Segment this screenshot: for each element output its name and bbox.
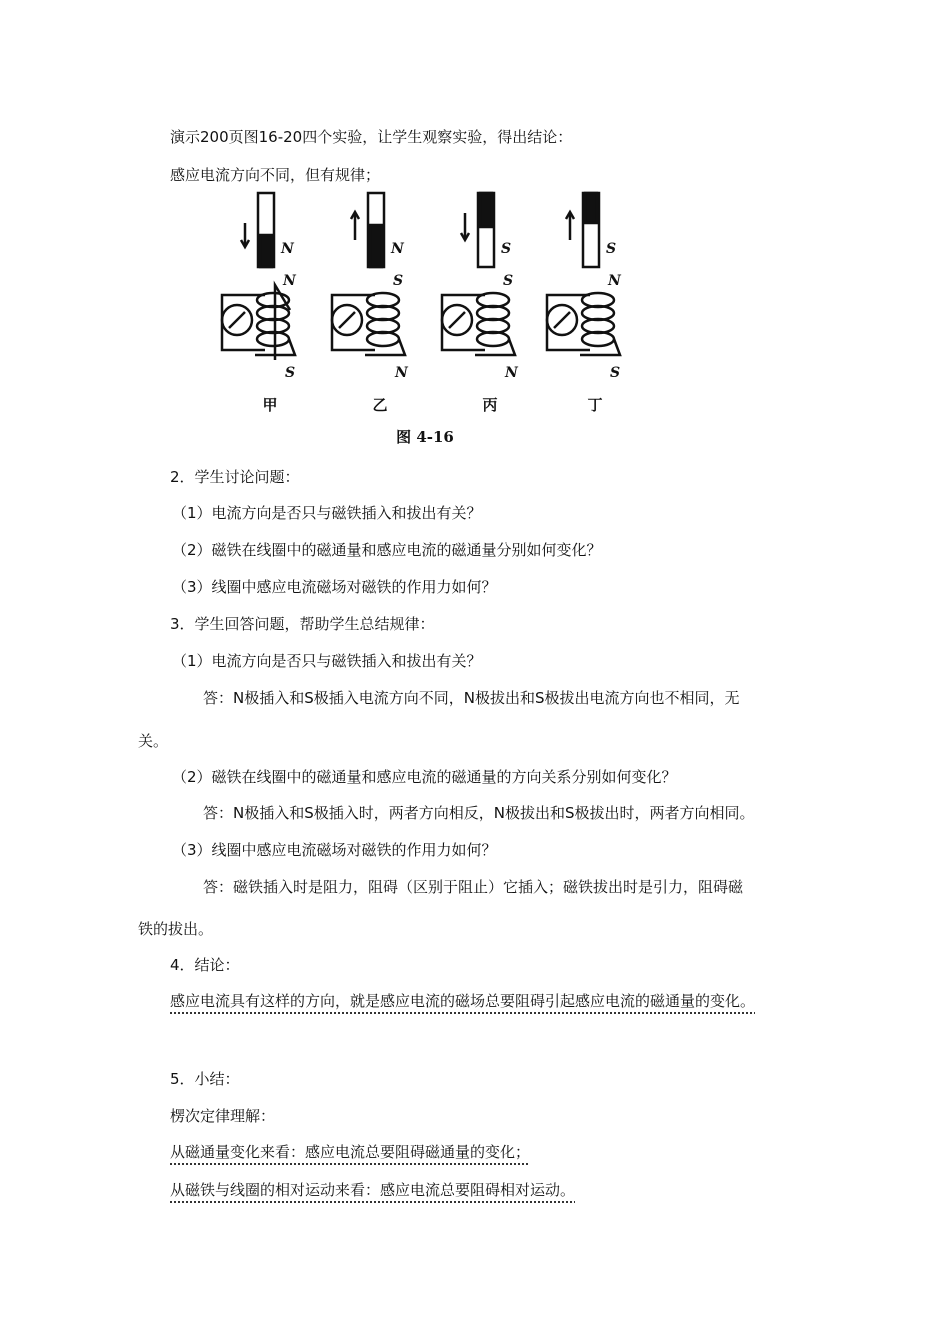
magnet-pole-jia: N [281,241,294,257]
coil-bottom-bing: N [505,365,518,381]
coil-bottom-jia: S [285,365,296,381]
answer-3-line1: 答：磁铁插入时是阻力，阻碍（区别于阻止）它插入；磁铁拔出时是引力，阻碍磁 [203,878,744,896]
panel-label-jia: 甲 [262,396,278,414]
coil-top-jia: N [283,273,296,289]
answer-q3: （3）线圈中感应电流磁场对磁铁的作用力如何？ [172,841,497,859]
panel-label-yi: 乙 [372,396,388,414]
figure-4-16 [215,185,635,450]
answer-3-line2: 铁的拔出。 [138,920,214,938]
discussion-q2: （2）磁铁在线圈中的磁通量和感应电流的磁通量分别如何变化？ [172,541,602,559]
magnet-pole-yi: N [391,241,404,257]
figure-caption: 图 4-16 [396,428,454,446]
section-3-heading: 3．学生回答问题，帮助学生总结规律： [170,615,435,633]
answer-2: 答：N极插入和S极插入时，两者方向相反，N极拔出和S极拔出时，两者方向相同。 [203,804,755,822]
section-4-heading: 4．结论： [170,956,240,974]
answer-q1: （1）电流方向是否只与磁铁插入和拔出有关？ [172,652,482,670]
coil-top-ding: N [608,273,621,289]
section-2-heading: 2．学生讨论问题： [170,468,300,486]
coil-bottom-yi: N [395,365,408,381]
intro-line: 演示200页图16-20四个实验，让学生观察实验，得出结论： [170,128,573,146]
summary-title: 楞次定律理解： [170,1107,276,1125]
conclusion-text: 感应电流具有这样的方向，就是感应电流的磁场总要阻碍引起感应电流的磁通量的变化。 [170,992,756,1010]
observation-line: 感应电流方向不同，但有规律； [170,166,381,184]
panel-label-ding: 丁 [587,396,603,414]
figure-drawing [222,193,620,360]
answer-q2: （2）磁铁在线圈中的磁通量和感应电流的磁通量的方向关系分别如何变化？ [172,768,677,786]
coil-top-yi: S [393,273,404,289]
coil-bottom-ding: S [610,365,621,381]
magnet-pole-ding: S [606,241,617,257]
magnet-pole-bing: S [501,241,512,257]
answer-1-line1: 答：N极插入和S极插入电流方向不同，N极拔出和S极拔出电流方向也不相同，无 [203,689,740,707]
answer-1-line2: 关。 [138,732,169,750]
summary-line-1: 从磁通量变化来看：感应电流总要阻碍磁通量的变化； [170,1143,531,1161]
section-5-heading: 5．小结： [170,1070,240,1088]
summary-line-2: 从磁铁与线圈的相对运动来看：感应电流总要阻碍相对运动。 [170,1181,576,1199]
discussion-q1: （1）电流方向是否只与磁铁插入和拔出有关？ [172,504,482,522]
discussion-q3: （3）线圈中感应电流磁场对磁铁的作用力如何？ [172,578,497,596]
coil-top-bing: S [503,273,514,289]
panel-label-bing: 丙 [482,396,498,414]
